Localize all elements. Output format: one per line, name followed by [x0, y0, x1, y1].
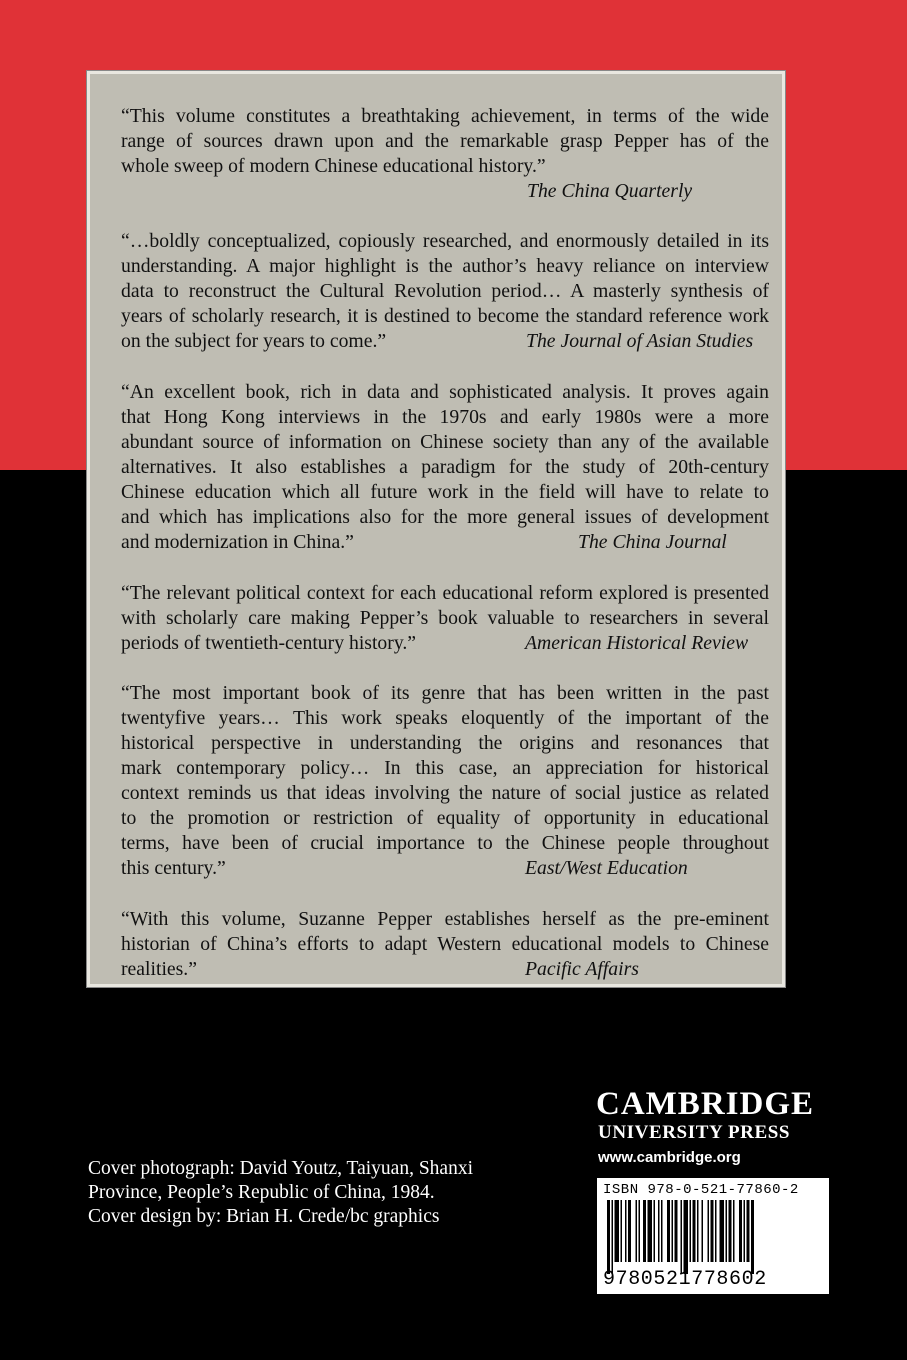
barcode-bars: [603, 1200, 823, 1274]
barcode-bar: [639, 1200, 641, 1262]
review-source: The China Journal: [578, 531, 727, 553]
publisher-subtitle: UNIVERSITY PRESS: [598, 1122, 791, 1143]
review-line: “An excellent book, rich in data and sophisticated analysis. It proves again: [121, 381, 769, 403]
review-line: context reminds us that ideas involving the nature of social justice as related: [121, 782, 769, 804]
barcode-bar: [711, 1200, 714, 1262]
barcode-bar: [636, 1200, 638, 1262]
barcode-bar: [702, 1200, 704, 1262]
barcode-bar: [747, 1200, 750, 1262]
review-line: terms, have been of crucial importance to the Chinese people throughout: [121, 832, 769, 854]
barcode-box: [597, 1178, 829, 1294]
barcode-bar: [744, 1200, 746, 1262]
barcode-bar: [615, 1200, 620, 1262]
credit-line: Cover design by: Brian H. Crede/bc graphics: [88, 1206, 440, 1227]
review-line: “The relevant political context for each educational reform explored is presented: [121, 582, 769, 604]
barcode-bar: [628, 1200, 631, 1262]
review-line: “The most important book of its genre that has been written in the past: [121, 682, 769, 704]
review-line: twentyfive years… This work speaks eloquently of the important of the: [121, 707, 769, 729]
review-line: alternatives. It also establishes a paradigm for the study of 20th-century: [121, 456, 769, 478]
barcode-bar: [733, 1200, 735, 1262]
review-line: periods of twentieth-century history.” American Historical Review: [121, 632, 749, 654]
review-line: “…boldly conceptualized, copiously researched, and enormously detailed in its: [121, 230, 769, 252]
review-line: and which has implications also for the more general issues of development: [121, 506, 769, 528]
barcode-bar: [726, 1200, 728, 1262]
review-line: on the subject for years to come.” The Journal of Asian Studies: [121, 330, 754, 352]
review-3: [121, 380, 769, 555]
barcode-bar: [648, 1200, 653, 1262]
review-1: [121, 104, 769, 204]
review-source: The Journal of Asian Studies: [526, 330, 754, 352]
review-line: abundant source of information on Chinese society than any of the available: [121, 431, 769, 453]
barcode-bar: [612, 1200, 614, 1274]
barcode-bar: [661, 1200, 663, 1262]
review-line: with scholarly care making Pepper’s book valuable to researchers in several: [121, 607, 769, 629]
review-line: years of scholarly research, it is destined to become the standard reference work: [121, 305, 769, 327]
barcode-bar: [684, 1200, 689, 1274]
barcode-bar: [625, 1200, 627, 1262]
review-line: “With this volume, Suzanne Pepper establishes herself as the pre-eminent: [121, 908, 769, 930]
review-line: whole sweep of modern Chinese educational history.”: [121, 155, 546, 177]
barcode-bar: [739, 1200, 742, 1262]
credit-line: Province, People’s Republic of China, 1984.: [88, 1182, 435, 1203]
barcode-digits: 9780521778602: [603, 1268, 767, 1291]
review-line: historical perspective in understanding the origins and resonances that: [121, 732, 769, 754]
review-line: historian of China’s efforts to adapt Western educational models to Chinese: [121, 933, 769, 955]
review-line: mark contemporary policy… In this case, an appreciation for historical: [121, 757, 769, 779]
barcode-bar: [658, 1200, 660, 1262]
review-line: “This volume constitutes a breathtaking achievement, in terms of the wide: [121, 105, 769, 127]
review-line: to the promotion or restriction of equality of opportunity in educational: [121, 807, 769, 829]
publisher-url[interactable]: www.cambridge.org: [598, 1149, 741, 1166]
barcode-bar: [667, 1200, 670, 1262]
review-5: [121, 681, 769, 881]
review-6: [121, 907, 769, 982]
barcode-bar: [643, 1200, 646, 1262]
barcode-bar: [697, 1200, 699, 1262]
review-panel: [87, 71, 785, 987]
review-line: realities.” Pacific Affairs: [121, 958, 639, 980]
barcode-bar: [654, 1200, 656, 1262]
barcode-bar: [715, 1200, 717, 1262]
review-4: [121, 581, 769, 656]
barcode-bar: [675, 1200, 678, 1262]
publisher-logo: [596, 1086, 828, 1168]
review-source: The China Quarterly: [527, 180, 693, 202]
review-source: East/West Education: [525, 857, 688, 879]
review-2: [121, 229, 769, 354]
barcode-bar: [672, 1200, 674, 1262]
review-line: range of sources drawn upon and the remarkable grasp Pepper has of the: [121, 130, 769, 152]
review-line: and modernization in China.” The China Journal: [121, 531, 727, 553]
barcode-bar: [729, 1200, 732, 1262]
review-line: that Hong Kong interviews in the 1970s and early 1980s were a more: [121, 406, 769, 428]
review-line: understanding. A major highlight is the author’s heavy reliance on interview: [121, 255, 769, 277]
barcode-bar: [690, 1200, 692, 1262]
isbn-label: ISBN 978-0-521-77860-2: [603, 1182, 799, 1198]
review-line: this century.” East/West Education: [121, 857, 688, 879]
barcode-bar: [621, 1200, 623, 1262]
cover-credits: [88, 1157, 473, 1229]
barcode-bar: [607, 1200, 610, 1274]
barcode-bar: [708, 1200, 710, 1262]
review-line: Chinese education which all future work in the field will have to relate to: [121, 481, 769, 503]
credit-line: Cover photograph: David Youtz, Taiyuan, Shanxi: [88, 1158, 473, 1179]
publisher-name: CAMBRIDGE: [596, 1086, 815, 1122]
review-source: Pacific Affairs: [525, 958, 639, 980]
review-line: data to reconstruct the Cultural Revolution period… A masterly synthesis of: [121, 280, 769, 302]
review-source: American Historical Review: [525, 632, 749, 654]
barcode-bar: [693, 1200, 696, 1262]
barcode-bar: [720, 1200, 725, 1262]
barcode-bar: [681, 1200, 683, 1274]
barcode-bar: [751, 1200, 754, 1274]
